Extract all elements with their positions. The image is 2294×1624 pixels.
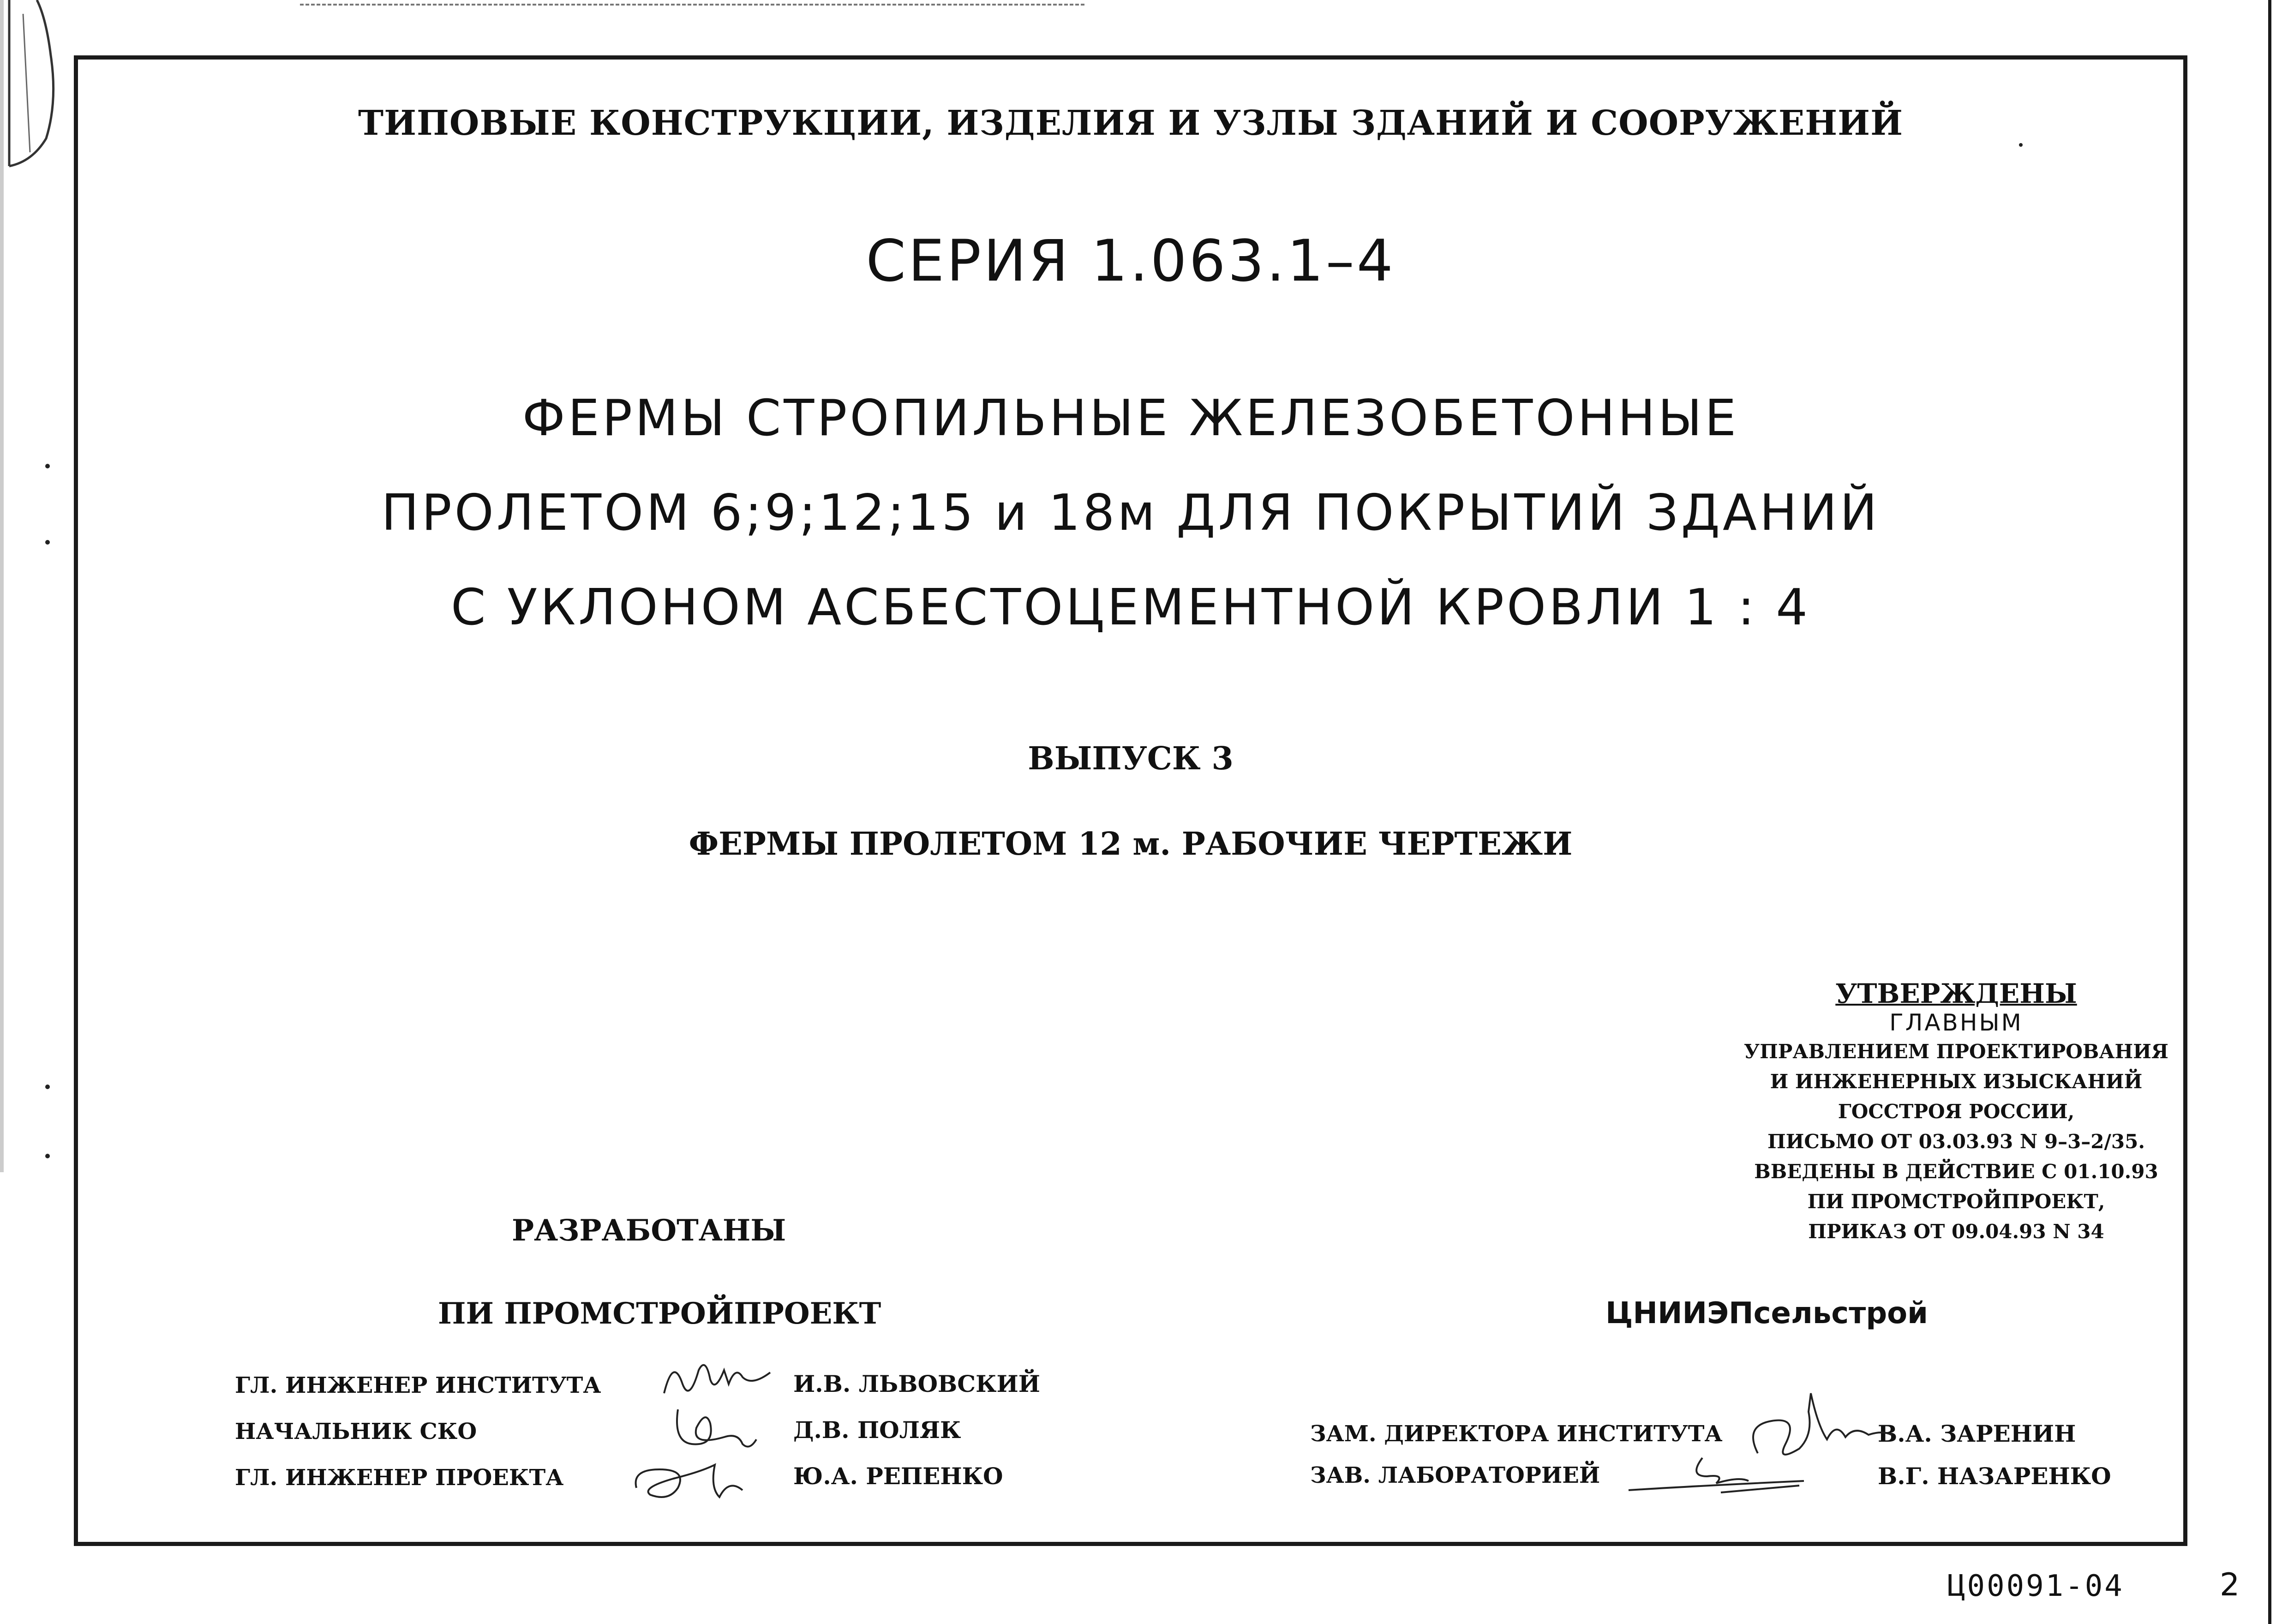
approval-line: ПРИКАЗ ОТ 09.04.93 N 34 xyxy=(1808,1220,2104,1243)
binding-strip xyxy=(0,0,4,1172)
binding-hole xyxy=(45,1085,50,1089)
approval-line: ГОССТРОЯ РОССИИ, xyxy=(1838,1100,2075,1123)
archive-stamp xyxy=(5,0,60,171)
top-cut-line xyxy=(300,4,1084,6)
approval-line: ПИ ПРОМСТРОЙПРОЕКТ, xyxy=(1807,1190,2105,1213)
developed-heading: РАЗРАБОТАНЫ xyxy=(512,1213,786,1248)
signatory-name: И.В. ЛЬВОВСКИЙ xyxy=(793,1370,1041,1397)
signature-repenko xyxy=(623,1451,770,1511)
page-number: 2 xyxy=(2220,1567,2240,1603)
title-frame xyxy=(74,55,2187,1546)
title-line-2: ПРОЛЕТОМ 6;9;12;15 и 18м ДЛЯ ПОКРЫТИЙ ЗДАНИЙ xyxy=(381,484,1880,542)
binding-hole xyxy=(45,540,50,545)
issue-number: ВЫПУСК 3 xyxy=(1028,740,1234,777)
signature-lvovsky xyxy=(655,1352,784,1407)
binding-hole xyxy=(45,464,50,468)
right-border-line xyxy=(2268,0,2271,1624)
signature-nazarenko xyxy=(1610,1449,1818,1499)
series-number: СЕРИЯ 1.063.1–4 xyxy=(866,228,1396,294)
signatory-role: ЗАВ. ЛАБОРАТОРИЕЙ xyxy=(1310,1462,1600,1488)
approval-line: УПРАВЛЕНИЕМ ПРОЕКТИРОВАНИЯ xyxy=(1744,1040,2168,1063)
signatory-role: ГЛ. ИНЖЕНЕР ИНСТИТУТА xyxy=(235,1372,601,1398)
approval-line: ПИСЬМО ОТ 03.03.93 N 9–3–2/35. xyxy=(1767,1130,2145,1153)
signatory-name: В.Г. НАЗАРЕНКО xyxy=(1878,1462,2111,1490)
signatory-name: Ю.А. РЕПЕНКО xyxy=(793,1462,1003,1490)
approval-title: УТВЕРЖДЕНЫ xyxy=(1835,978,2077,1009)
left-institute-name: ПИ ПРОМСТРОЙПРОЕКТ xyxy=(438,1296,881,1331)
approval-handwritten-word: ГЛАВНЫМ xyxy=(1889,1009,2023,1036)
issue-subtitle: ФЕРМЫ ПРОЛЕТОМ 12 м. РАБОЧИЕ ЧЕРТЕЖИ xyxy=(689,826,1573,863)
signatory-name: Д.В. ПОЛЯК xyxy=(793,1416,961,1444)
signatory-role: ГЛ. ИНЖЕНЕР ПРОЕКТА xyxy=(235,1465,564,1491)
approval-line: И ИНЖЕНЕРНЫХ ИЗЫСКАНИЙ xyxy=(1770,1070,2143,1093)
category-heading: ТИПОВЫЕ КОНСТРУКЦИИ, ИЗДЕЛИЯ И УЗЛЫ ЗДАНИЙ И СООРУЖЕНИЙ xyxy=(358,103,1903,143)
signatory-role: ЗАМ. ДИРЕКТОРА ИНСТИТУТА xyxy=(1310,1421,1723,1447)
binding-hole xyxy=(45,1154,50,1158)
title-line-3: С УКЛОНОМ АСБЕСТОЦЕМЕНТНОЙ КРОВЛИ 1 : 4 xyxy=(451,579,1810,636)
title-line-1: ФЕРМЫ СТРОПИЛЬНЫЕ ЖЕЛЕЗОБЕТОННЫЕ xyxy=(522,390,1739,447)
approval-line: ВВЕДЕНЫ В ДЕЙСТВИЕ С 01.10.93 xyxy=(1754,1160,2158,1183)
document-code: Ц00091-04 xyxy=(1947,1569,2124,1603)
right-institute-name: ЦНИИЭПсельстрой xyxy=(1605,1296,1928,1330)
signature-polyak xyxy=(664,1400,784,1456)
signatory-name: В.А. ЗАРЕНИН xyxy=(1878,1420,2076,1447)
signatory-role: НАЧАЛЬНИК СКО xyxy=(235,1419,477,1444)
